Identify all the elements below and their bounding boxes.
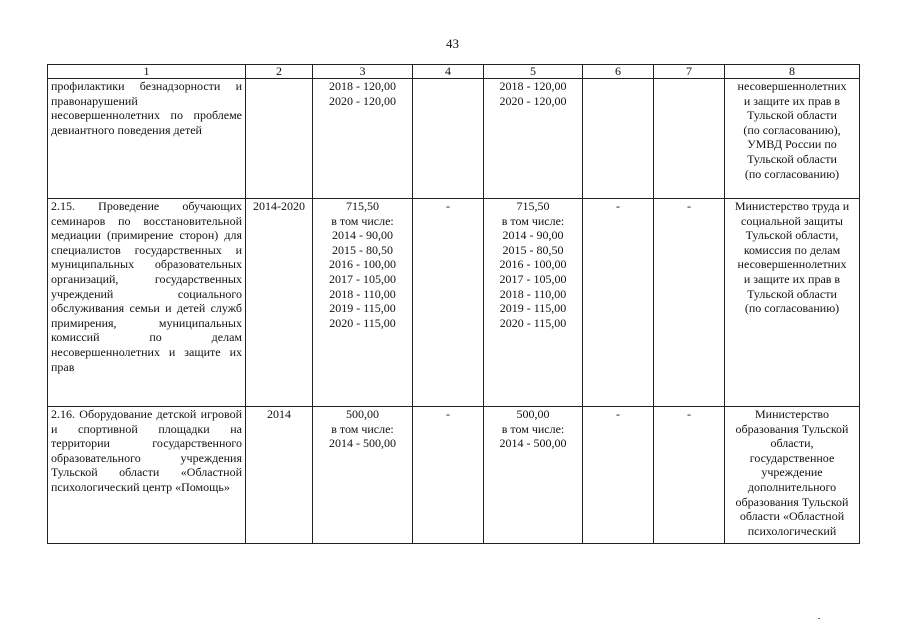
extrabudget-cell <box>654 79 725 199</box>
measure-name-cell: профилактики безнадзорности и правонарушений несовершеннолетних по проблеме девиантного поведения детей <box>48 79 246 199</box>
extrabudget-cell: - <box>654 199 725 407</box>
executor-cell: Министерство образования Тульской области, государственное учреждение дополнительного образования Тульской области «Областной психологический <box>725 407 860 544</box>
period-cell <box>246 79 313 199</box>
regional-budget-cell: 2018 - 120,00 2020 - 120,00 <box>484 79 583 199</box>
scan-mark <box>818 618 820 619</box>
table-row <box>48 79 860 199</box>
measure-name-cell: 2.16. Оборудование детской игровой и спортивной площадки на территории государственного образовательного учреждения Тульской области «Областной психологический центр «Помощь» <box>48 407 246 544</box>
column-header: 1 <box>48 65 246 79</box>
federal-budget-cell: - <box>413 199 484 407</box>
executor-cell: Министерство труда и социальной защиты Тульской области, комиссия по делам несовершеннолетних и защите их прав в Тульской области (по согласованию) <box>725 199 860 407</box>
measure-name-cell: 2.15. Проведение обучающих семинаров по восстановительной медиации (примирение сторон) для специалистов государственных и муниципальных образовательных организаций, государственных учреждений социального обслуживания семьи и детей служб примирения, муниципальных комиссий по делам несовершеннолетних и защите их прав <box>48 199 246 407</box>
period-cell: 2014 <box>246 407 313 544</box>
total-funding-cell: 2018 - 120,00 2020 - 120,00 <box>313 79 413 199</box>
program-measures-table <box>47 64 860 544</box>
period-cell: 2014-2020 <box>246 199 313 407</box>
federal-budget-cell: - <box>413 407 484 544</box>
local-budget-cell <box>583 79 654 199</box>
column-header: 7 <box>654 65 725 79</box>
table-header-row <box>48 65 860 79</box>
table-row <box>48 199 860 407</box>
table-row <box>48 407 860 544</box>
extrabudget-cell: - <box>654 407 725 544</box>
total-funding-cell: 715,50 в том числе: 2014 - 90,00 2015 - 80,50 2016 - 100,00 2017 - 105,00 2018 - 110,00 2019 - 115,00 2020 - 115,00 <box>313 199 413 407</box>
total-funding-cell: 500,00 в том числе: 2014 - 500,00 <box>313 407 413 544</box>
column-header: 8 <box>725 65 860 79</box>
page-number: 43 <box>446 36 459 51</box>
column-header: 4 <box>413 65 484 79</box>
column-header: 2 <box>246 65 313 79</box>
regional-budget-cell: 715,50 в том числе: 2014 - 90,00 2015 - 80,50 2016 - 100,00 2017 - 105,00 2018 - 110,00 2019 - 115,00 2020 - 115,00 <box>484 199 583 407</box>
executor-cell: несовершеннолетних и защите их прав в Тульской области (по согласованию), УМВД России по Тульской области (по согласованию) <box>725 79 860 199</box>
federal-budget-cell <box>413 79 484 199</box>
local-budget-cell: - <box>583 407 654 544</box>
regional-budget-cell: 500,00 в том числе: 2014 - 500,00 <box>484 407 583 544</box>
column-header: 3 <box>313 65 413 79</box>
column-header: 5 <box>484 65 583 79</box>
column-header: 6 <box>583 65 654 79</box>
local-budget-cell: - <box>583 199 654 407</box>
